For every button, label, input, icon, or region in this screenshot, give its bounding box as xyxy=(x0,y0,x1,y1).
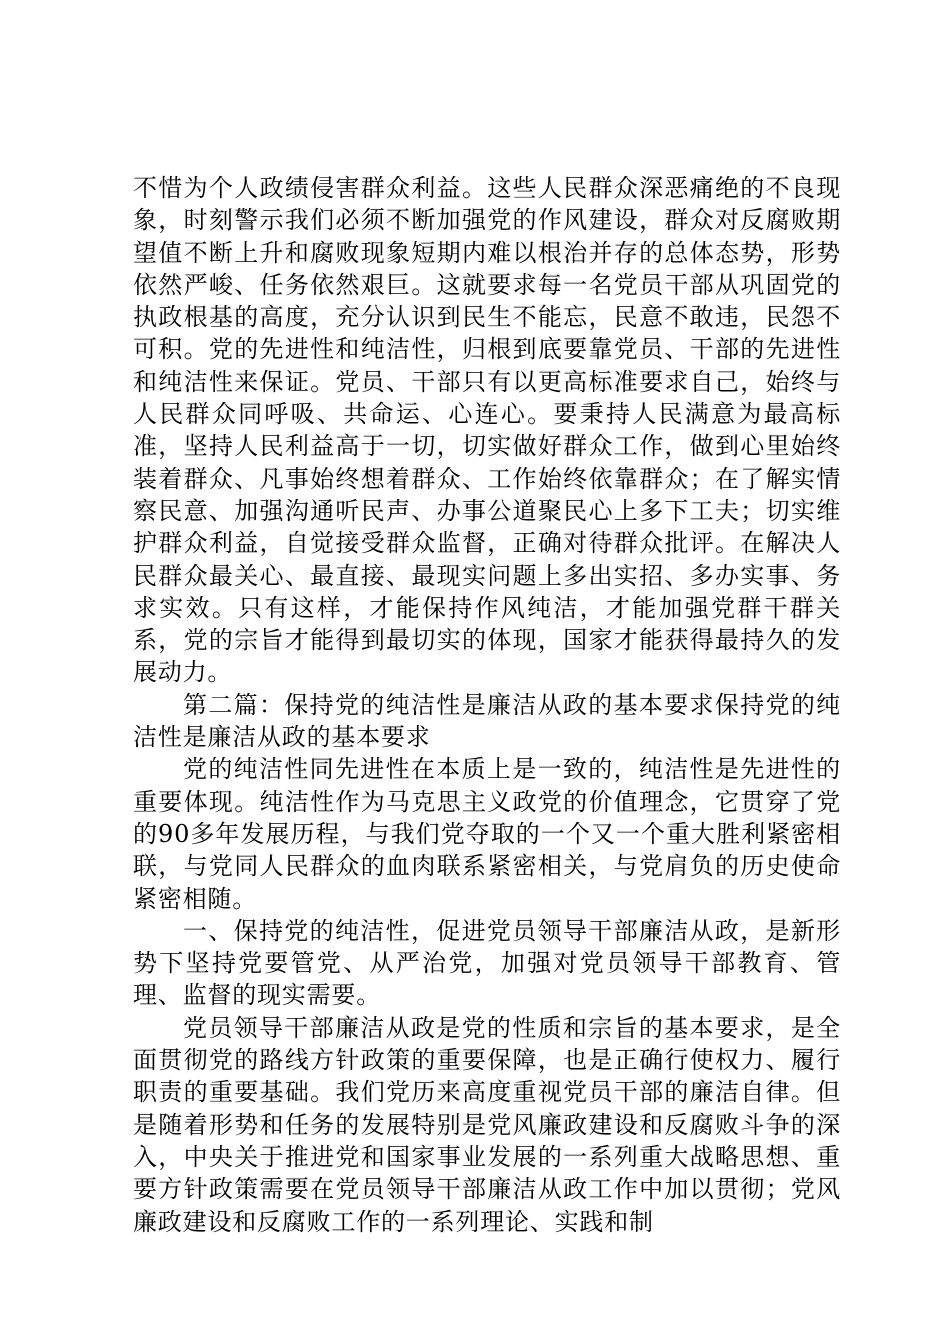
paragraph-3: 党的纯洁性同先进性在本质上是一致的，纯洁性是先进性的重要体现。纯洁性作为马克思主义政党的价值理念，它贯穿了党的90多年发展历程，与我们党夺取的一个又一个重大胜利紧密相联，与党同人民群众的血肉联系紧密相关，与党肩负的历史使命紧密相随。 xyxy=(133,755,841,913)
paragraph-1: 不惜为个人政绩侵害群众利益。这些人民群众深恶痛绝的不良现象，时刻警示我们必须不断加强党的作风建设，群众对反腐败期望值不断上升和腐败现象短期内难以根治并存的总体态势，形势依然严峻、任务依然艰巨。这就要求每一名党员干部从巩固党的执政根基的高度，充分认识到民生不能忘，民意不敢违，民怨不可积。党的先进性和纯洁性，归根到底要靠党员、干部的先进性和纯洁性来保证。党员、干部只有以更高标准要求自己，始终与人民群众同呼吸、共命运、心连心。要秉持人民满意为最高标准，坚持人民利益高于一切，切实做好群众工作，做到心里始终装着群众、凡事始终想着群众、工作始终依靠群众；在了解实情察民意、加强沟通听民声、办事公道聚民心上多下工夫；切实维护群众利益，自觉接受群众监督，正确对待群众批评。在解决人民群众最关心、最直接、最现实问题上多出实招、多办实事、务求实效。只有这样，才能保持作风纯洁，才能加强党群干群关系，党的宗旨才能得到最切实的体现，国家才能获得最持久的发展动力。 xyxy=(133,174,841,687)
paragraph-5: 党员领导干部廉洁从政是党的性质和宗旨的基本要求，是全面贯彻党的路线方针政策的重要保障，也是正确行使权力、履行职责的重要基础。我们党历来高度重视党员干部的廉洁自律。但是随着形势和任务的发展特别是党风廉政建设和反腐败斗争的深入，中央关于推进党和国家事业发展的一系列重大战略思想、重要方针政策需要在党员领导干部廉洁从政工作中加以贯彻；党风廉政建设和反腐败工作的一系列理论、实践和制 xyxy=(133,1013,841,1236)
paragraph-4: 一、保持党的纯洁性，促进党员领导干部廉洁从政，是新形势下坚持党要管党、从严治党，加强对党员领导干部教育、管理、监督的现实需要。 xyxy=(133,916,841,1010)
paragraph-2-section-title: 第二篇：保持党的纯洁性是廉洁从政的基本要求保持党的纯洁性是廉洁从政的基本要求 xyxy=(133,690,841,752)
document-body xyxy=(133,172,841,1238)
